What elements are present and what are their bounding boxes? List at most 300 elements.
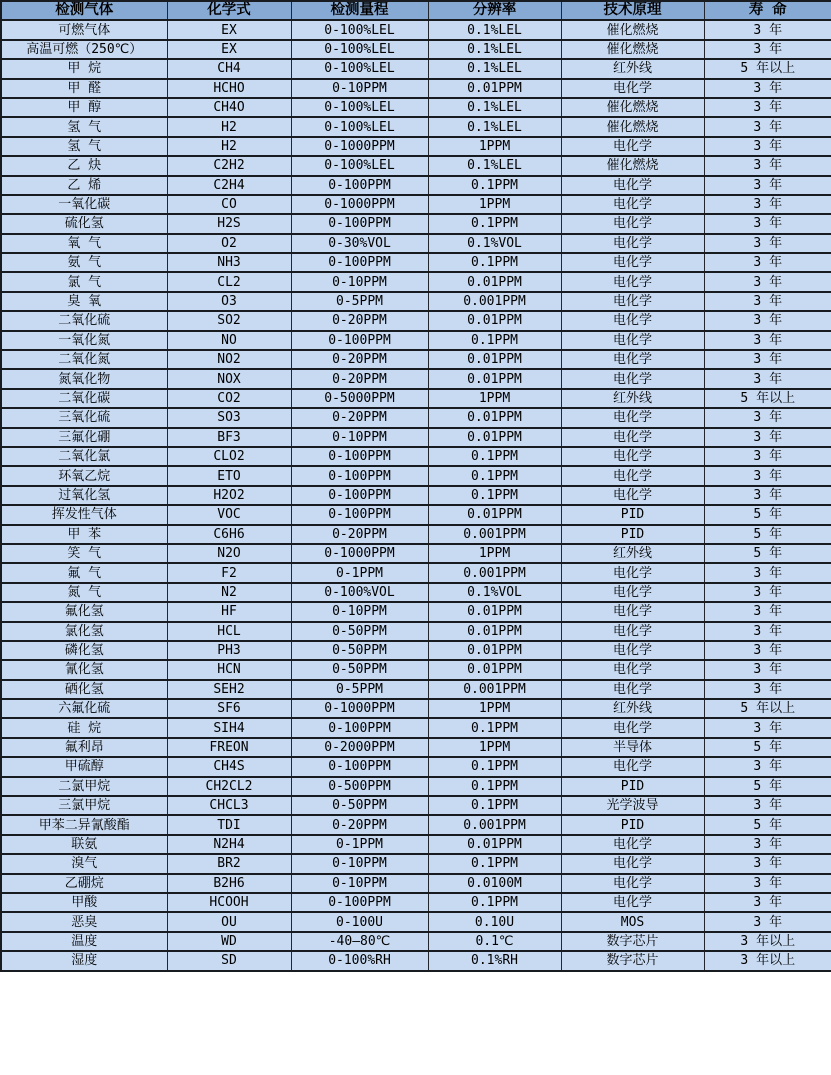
cell: 5 年以上 [704,389,831,408]
cell: 5 年以上 [704,59,831,78]
cell: 联氨 [1,835,167,854]
cell: 硫化氢 [1,214,167,233]
cell: 3 年 [704,176,831,195]
cell: 0-1PPM [291,835,428,854]
cell: 环氧乙烷 [1,466,167,485]
cell: 电化学 [561,563,704,582]
cell: 硒化氢 [1,680,167,699]
cell: 二氧化碳 [1,389,167,408]
cell: H2 [167,117,291,136]
cell: 数字芯片 [561,951,704,970]
cell: 电化学 [561,660,704,679]
cell: 红外线 [561,699,704,718]
cell: 3 年 [704,602,831,621]
cell: 氰化氢 [1,660,167,679]
cell: 三氧化硫 [1,408,167,427]
cell: 0.1PPM [428,796,561,815]
cell: 电化学 [561,311,704,330]
cell: BR2 [167,854,291,873]
cell: 电化学 [561,369,704,388]
cell: 0.0100M [428,874,561,893]
cell: 甲 烷 [1,59,167,78]
cell: 湿度 [1,951,167,970]
cell: SEH2 [167,680,291,699]
cell: 二氯甲烷 [1,777,167,796]
cell: PH3 [167,641,291,660]
cell: 0-10PPM [291,854,428,873]
cell: 3 年 [704,214,831,233]
cell: 二氧化氮 [1,350,167,369]
cell: 0-100%LEL [291,20,428,39]
cell: 0.1PPM [428,214,561,233]
cell: 电化学 [561,835,704,854]
cell: 0.1%VOL [428,234,561,253]
cell: 0.1%LEL [428,40,561,59]
cell: 电化学 [561,447,704,466]
table-row [1,20,831,39]
table-row [1,447,831,466]
table-row [1,486,831,505]
table-row [1,777,831,796]
table-row [1,951,831,970]
cell: PID [561,815,704,834]
cell: 氨 气 [1,253,167,272]
cell: 溴气 [1,854,167,873]
cell: 电化学 [561,331,704,350]
cell: 电化学 [561,350,704,369]
cell: 0.1PPM [428,893,561,912]
cell: 0.001PPM [428,292,561,311]
cell: 5 年 [704,777,831,796]
cell: PID [561,505,704,524]
cell: 0.1PPM [428,331,561,350]
cell: 电化学 [561,79,704,98]
cell: 0-20PPM [291,525,428,544]
cell: 3 年 [704,660,831,679]
cell: 0.001PPM [428,563,561,582]
cell: 0.01PPM [428,79,561,98]
cell: 0.1%VOL [428,583,561,602]
cell: 电化学 [561,195,704,214]
cell: 0.1PPM [428,486,561,505]
cell: 0.1PPM [428,466,561,485]
cell: 0-50PPM [291,660,428,679]
cell: NOX [167,369,291,388]
cell: 0.01PPM [428,369,561,388]
table-row [1,815,831,834]
cell: 0.001PPM [428,680,561,699]
cell: 0.1PPM [428,757,561,776]
cell: 催化燃烧 [561,98,704,117]
cell: SF6 [167,699,291,718]
table-row [1,117,831,136]
cell: 催化燃烧 [561,40,704,59]
cell: HF [167,602,291,621]
table-row [1,137,831,156]
cell: 电化学 [561,893,704,912]
table-row [1,602,831,621]
cell: 0-1000PPM [291,544,428,563]
table-row [1,622,831,641]
cell: 0.1PPM [428,447,561,466]
cell: 0-1000PPM [291,195,428,214]
cell: 0-10PPM [291,602,428,621]
cell: OU [167,912,291,931]
table-row [1,641,831,660]
table-row [1,738,831,757]
cell: 氢 气 [1,137,167,156]
cell: SD [167,951,291,970]
cell: 挥发性气体 [1,505,167,524]
cell: 0-100PPM [291,893,428,912]
table-row [1,660,831,679]
cell: 0-10PPM [291,874,428,893]
cell: 1PPM [428,738,561,757]
cell: 0-100PPM [291,253,428,272]
cell: 0-100PPM [291,718,428,737]
cell: 可燃气体 [1,20,167,39]
cell: PID [561,525,704,544]
cell: MOS [561,912,704,931]
cell: 0-100%LEL [291,98,428,117]
cell: 5 年 [704,544,831,563]
column-header-1: 化学式 [167,1,291,20]
column-header-2: 检测量程 [291,1,428,20]
cell: 0-1PPM [291,563,428,582]
cell: 甲 苯 [1,525,167,544]
cell: 3 年 [704,98,831,117]
cell: 3 年 [704,195,831,214]
cell: TDI [167,815,291,834]
cell: 红外线 [561,544,704,563]
cell: 0-30%VOL [291,234,428,253]
cell: 0.10U [428,912,561,931]
table-row [1,699,831,718]
cell: 3 年 [704,447,831,466]
cell: 电化学 [561,272,704,291]
cell: 0.01PPM [428,641,561,660]
cell: 3 年 [704,622,831,641]
cell: 0.1PPM [428,777,561,796]
cell: O2 [167,234,291,253]
cell: CHCL3 [167,796,291,815]
cell: 3 年 [704,757,831,776]
cell: 0.01PPM [428,835,561,854]
cell: 5 年 [704,738,831,757]
cell: H2 [167,137,291,156]
cell: 0-20PPM [291,350,428,369]
cell: 0-5PPM [291,680,428,699]
cell: CL2 [167,272,291,291]
table-row [1,311,831,330]
cell: C6H6 [167,525,291,544]
cell: HCL [167,622,291,641]
cell: 3 年 [704,641,831,660]
cell: 氟 气 [1,563,167,582]
table-row [1,195,831,214]
cell: 数字芯片 [561,932,704,951]
cell: F2 [167,563,291,582]
cell: 3 年 [704,40,831,59]
table-row [1,680,831,699]
cell: PID [561,777,704,796]
table-row [1,292,831,311]
cell: 半导体 [561,738,704,757]
cell: 甲苯二异氰酸酯 [1,815,167,834]
cell: 0.01PPM [428,622,561,641]
table-row [1,583,831,602]
cell: 0-100U [291,912,428,931]
table-row [1,893,831,912]
cell: 氯 气 [1,272,167,291]
cell: N2O [167,544,291,563]
cell: 0-1000PPM [291,137,428,156]
cell: 六氟化硫 [1,699,167,718]
cell: 0-100PPM [291,486,428,505]
cell: 0.1%LEL [428,20,561,39]
cell: EX [167,20,291,39]
cell: CO2 [167,389,291,408]
cell: 0.001PPM [428,815,561,834]
cell: 电化学 [561,874,704,893]
cell: 3 年 [704,311,831,330]
cell: 3 年 [704,20,831,39]
cell: O3 [167,292,291,311]
cell: 1PPM [428,195,561,214]
cell: 0.1%LEL [428,59,561,78]
cell: BF3 [167,428,291,447]
cell: 电化学 [561,718,704,737]
cell: 3 年 [704,272,831,291]
table-row [1,718,831,737]
cell: 0-10PPM [291,79,428,98]
table-row [1,350,831,369]
cell: 0.01PPM [428,311,561,330]
cell: 0-20PPM [291,815,428,834]
cell: 0.01PPM [428,428,561,447]
cell: 0-50PPM [291,622,428,641]
cell: EX [167,40,291,59]
cell: 三氯甲烷 [1,796,167,815]
cell: 5 年以上 [704,699,831,718]
cell: 二氧化氯 [1,447,167,466]
cell: 0.001PPM [428,525,561,544]
cell: 3 年 [704,486,831,505]
cell: 电化学 [561,234,704,253]
column-header-4: 技术原理 [561,1,704,20]
cell: HCHO [167,79,291,98]
cell: 温度 [1,932,167,951]
cell: 电化学 [561,408,704,427]
cell: 磷化氢 [1,641,167,660]
cell: SO3 [167,408,291,427]
cell: 0-100PPM [291,447,428,466]
cell: H2O2 [167,486,291,505]
cell: 3 年 [704,835,831,854]
cell: 恶臭 [1,912,167,931]
table-row [1,796,831,815]
cell: 3 年 [704,466,831,485]
cell: 电化学 [561,622,704,641]
table-row [1,40,831,59]
cell: 0-100%LEL [291,40,428,59]
cell: 3 年 [704,253,831,272]
cell: 氮氧化物 [1,369,167,388]
cell: 红外线 [561,389,704,408]
table-row [1,331,831,350]
cell: CH2CL2 [167,777,291,796]
table-row [1,369,831,388]
cell: C2H4 [167,176,291,195]
cell: B2H6 [167,874,291,893]
cell: 0-10PPM [291,272,428,291]
table-row [1,563,831,582]
cell: 3 年 [704,563,831,582]
table-row [1,389,831,408]
table-row [1,757,831,776]
table-row [1,79,831,98]
cell: 0.01PPM [428,660,561,679]
cell: 电化学 [561,176,704,195]
cell: 0-100PPM [291,214,428,233]
cell: 电化学 [561,486,704,505]
cell: 0.01PPM [428,350,561,369]
cell: 0-20PPM [291,369,428,388]
column-header-5: 寿 命 [704,1,831,20]
cell: 0-50PPM [291,796,428,815]
cell: CO [167,195,291,214]
cell: ETO [167,466,291,485]
cell: CH4S [167,757,291,776]
table-row [1,912,831,931]
cell: 0.1%RH [428,951,561,970]
cell: C2H2 [167,156,291,175]
cell: HCN [167,660,291,679]
cell: 0-100%LEL [291,156,428,175]
cell: CLO2 [167,447,291,466]
cell: 甲 醛 [1,79,167,98]
cell: 3 年 [704,680,831,699]
cell: 电化学 [561,214,704,233]
cell: CH4 [167,59,291,78]
cell: 高温可燃（250℃） [1,40,167,59]
cell: 3 年 [704,369,831,388]
cell: 电化学 [561,292,704,311]
cell: 3 年以上 [704,951,831,970]
cell: 0.1%LEL [428,117,561,136]
cell: 0.1PPM [428,854,561,873]
cell: CH4O [167,98,291,117]
cell: 0.1%LEL [428,156,561,175]
cell: VOC [167,505,291,524]
cell: 电化学 [561,428,704,447]
cell: 0.01PPM [428,408,561,427]
cell: 氧 气 [1,234,167,253]
cell: 0-100PPM [291,176,428,195]
cell: 3 年 [704,893,831,912]
cell: 乙 炔 [1,156,167,175]
cell: -40—80℃ [291,932,428,951]
cell: H2S [167,214,291,233]
cell: 电化学 [561,137,704,156]
cell: 0.01PPM [428,505,561,524]
cell: 3 年 [704,117,831,136]
cell: 电化学 [561,680,704,699]
table-body [1,20,831,970]
cell: 催化燃烧 [561,156,704,175]
cell: 0.1℃ [428,932,561,951]
cell: 3 年 [704,718,831,737]
cell: 3 年 [704,331,831,350]
cell: 3 年 [704,854,831,873]
table-row [1,214,831,233]
cell: 0.1%LEL [428,98,561,117]
cell: 0-500PPM [291,777,428,796]
cell: HCOOH [167,893,291,912]
cell: 3 年 [704,350,831,369]
cell: N2 [167,583,291,602]
cell: 3 年以上 [704,932,831,951]
cell: FREON [167,738,291,757]
column-header-3: 分辨率 [428,1,561,20]
cell: 0-1000PPM [291,699,428,718]
cell: 0-100%LEL [291,117,428,136]
cell: 1PPM [428,544,561,563]
table-row [1,874,831,893]
cell: 乙硼烷 [1,874,167,893]
cell: 3 年 [704,408,831,427]
cell: 氟利昂 [1,738,167,757]
cell: 0-2000PPM [291,738,428,757]
cell: 3 年 [704,156,831,175]
cell: 电化学 [561,641,704,660]
cell: 笑 气 [1,544,167,563]
cell: 过氧化氢 [1,486,167,505]
cell: 电化学 [561,757,704,776]
table-row [1,59,831,78]
cell: 0.01PPM [428,602,561,621]
cell: NH3 [167,253,291,272]
cell: 3 年 [704,137,831,156]
cell: 1PPM [428,389,561,408]
cell: 0-20PPM [291,311,428,330]
cell: 0-5PPM [291,292,428,311]
cell: 3 年 [704,234,831,253]
cell: 电化学 [561,583,704,602]
cell: 0-100PPM [291,331,428,350]
table-row [1,854,831,873]
table-row [1,505,831,524]
cell: 甲酸 [1,893,167,912]
cell: 红外线 [561,59,704,78]
table-row [1,253,831,272]
cell: 催化燃烧 [561,20,704,39]
cell: 三氟化硼 [1,428,167,447]
cell: 0-100PPM [291,466,428,485]
cell: 0-10PPM [291,428,428,447]
cell: 3 年 [704,292,831,311]
table-row [1,234,831,253]
cell: 0-50PPM [291,641,428,660]
table-row [1,835,831,854]
table-row [1,272,831,291]
table-row [1,98,831,117]
header-row [1,1,831,20]
cell: 0-100%LEL [291,59,428,78]
cell: NO [167,331,291,350]
cell: NO2 [167,350,291,369]
table-row [1,408,831,427]
